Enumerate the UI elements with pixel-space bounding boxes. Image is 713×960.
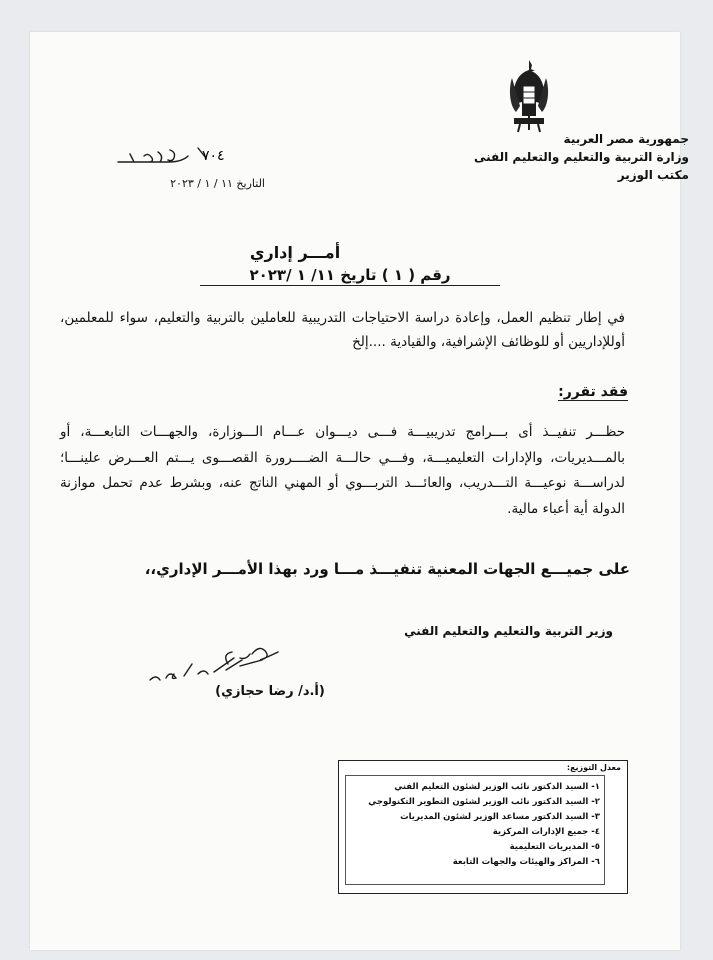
decision-body: حظـــر تنفيــذ أى بـــرامج تدريبيـــة فـــى ديـــوان عـــام الـــوزارة، والجهـــات التابعـــة، أو بالمـــديريات، والإدارات التعليميـــة، وفـــي حالـــة الضــــرورة القصـــوى يـــتم العـــرض علينـــا؛ لدراســـة نوعيـــة التـــدريب، والعائـــد التربـــوي أو المهني الناتج عنه، وبشرط عدم تحمل موازنة الدولة أية أعباء مالية. bbox=[60, 424, 625, 517]
handwritten-signature bbox=[140, 640, 320, 690]
distribution-list bbox=[342, 780, 600, 870]
order-number-line: رقم ( ١ ) تاريخ ١١/ ١ /٢٠٢٣ bbox=[200, 266, 500, 286]
issue-date: التاريخ ١١ / ١ / ٢٠٢٣ bbox=[170, 177, 265, 190]
list-item: ٦- المراكز والهيئات والجهات التابعة bbox=[452, 857, 600, 867]
distribution-box bbox=[338, 760, 628, 894]
list-item: ٢- السيد الدكتور نائب الوزير لشئون التطوير التكنولوجي bbox=[368, 797, 600, 807]
signer-name: (أ.د/ رضا حجازي) bbox=[215, 684, 325, 699]
ministry-name: وزارة التربية والتعليم والتعليم الفنى bbox=[473, 150, 689, 164]
document-title: أمـــر إداري bbox=[249, 243, 341, 262]
list-item: ٥- المديريات التعليمية bbox=[509, 842, 600, 852]
list-item: ٣- السيد الدكتور مساعد الوزير لشئون المديريات bbox=[400, 812, 600, 822]
closing-statement: على جميـــع الجهات المعنية تنفيـــذ مـــا ورد بهذا الأمـــر الإداري،، bbox=[144, 560, 630, 578]
eagle-emblem-icon bbox=[508, 56, 550, 138]
handwritten-reference-number bbox=[110, 140, 230, 174]
distribution-title: معدل التوزيع: bbox=[566, 763, 621, 772]
reference-number-text: ٧٠٤ bbox=[202, 148, 225, 164]
list-item: ١- السيد الدكتور نائب الوزير لشئون التعليم الفني bbox=[394, 782, 600, 792]
list-item: ٤- جميع الإدارات المركزية bbox=[492, 827, 600, 837]
decided-heading: فقد تقرر: bbox=[558, 384, 628, 400]
letterhead bbox=[473, 130, 689, 184]
intro-paragraph: في إطار تنظيم العمل، وإعادة دراسة الاحتياجات التدريبية للعاملين بالتربية والتعليم، سواء للمعلمين، أوللإداريين أو للوظائف الإشرافية، والقيادية ....إلخ bbox=[60, 310, 625, 350]
office-name: مكتب الوزير bbox=[617, 168, 689, 182]
country-name: جمهورية مصر العربية bbox=[563, 132, 689, 146]
minister-title: وزير التربية والتعليم والتعليم الفني bbox=[404, 624, 613, 638]
distribution-inner-frame bbox=[345, 775, 605, 885]
